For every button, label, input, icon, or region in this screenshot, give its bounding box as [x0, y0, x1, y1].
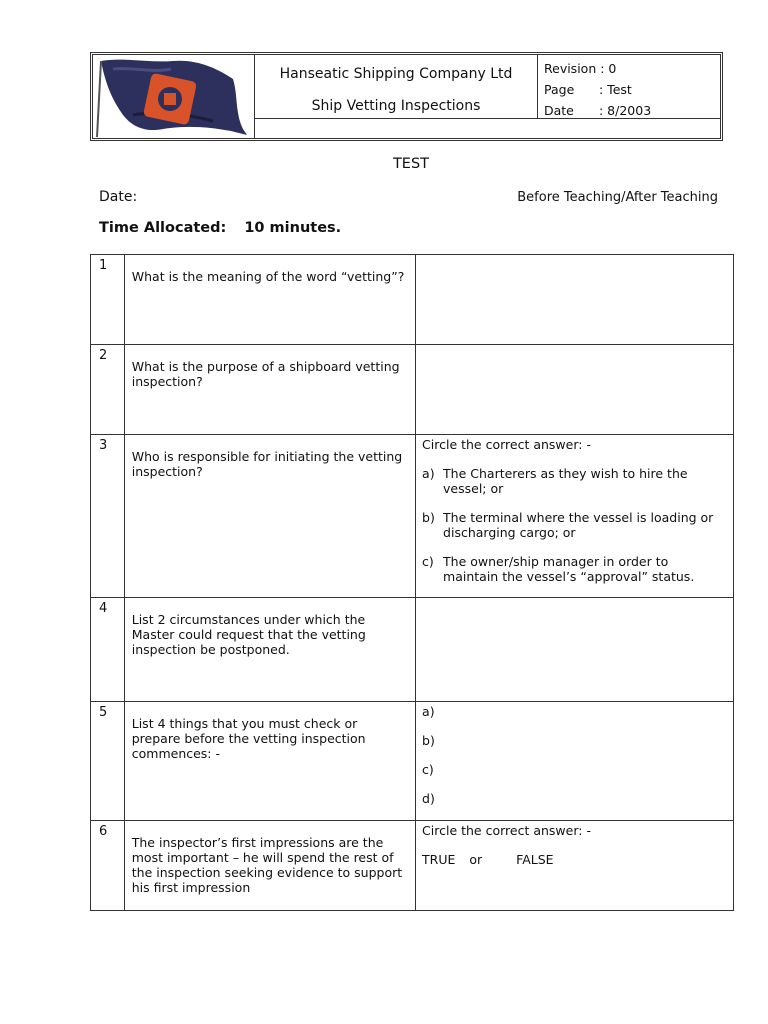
page-row: [544, 82, 632, 97]
date-field-label: Date:: [99, 189, 138, 205]
true-false-choice: [422, 852, 727, 867]
question-text-cell: [124, 345, 415, 435]
company-flag-logo: [93, 55, 255, 138]
date-value: : 8/2003: [599, 103, 652, 118]
time-allocated: [99, 220, 341, 236]
time-label: Time Allocated:: [99, 220, 227, 236]
question-number: 6: [91, 821, 125, 911]
answer-instruction: Circle the correct answer: -: [422, 437, 591, 452]
page-title: TEST: [392, 156, 430, 172]
date-row: [544, 103, 651, 118]
answer-cell[interactable]: [416, 821, 734, 911]
revision-value: 0: [608, 61, 617, 76]
flag-icon: [93, 55, 254, 138]
question-row: [91, 255, 734, 345]
answer-option[interactable]: [422, 466, 727, 496]
option-letter: a): [422, 466, 435, 481]
answer-blank[interactable]: a): [422, 704, 435, 719]
before-after-teaching: Before Teaching/After Teaching: [517, 190, 718, 205]
option-text: The owner/ship manager in order to maintain the vessel’s “approval” status.: [443, 554, 695, 584]
question-text: The inspector’s first impressions are the most important – he will spend the rest of the inspection seeking evidence to support his first impression: [131, 835, 403, 895]
revision-label: Revision :: [544, 61, 605, 76]
question-row: [91, 345, 734, 435]
date-label: Date: [544, 103, 574, 118]
question-row: [91, 598, 734, 702]
question-text: Who is responsible for initiating the vetting inspection?: [131, 449, 403, 479]
answer-cell[interactable]: [416, 702, 734, 821]
company-name: Hanseatic Shipping Company Ltd: [279, 66, 513, 82]
question-text-cell: [124, 702, 415, 821]
revision-row: [544, 61, 616, 76]
company-title-cell: [255, 55, 538, 119]
question-text-cell: [124, 598, 415, 702]
question-text: What is the meaning of the word “vetting”?: [131, 269, 405, 284]
question-number: 3: [91, 435, 125, 598]
question-text-cell: [124, 255, 415, 345]
question-text: List 4 things that you must check or prepare before the vetting inspection commences: -: [131, 716, 366, 761]
question-text-cell: [124, 435, 415, 598]
answer-instruction: Circle the correct answer: -: [422, 823, 591, 838]
question-number: 4: [91, 598, 125, 702]
document-header: [90, 52, 723, 141]
time-value: 10 minutes.: [244, 220, 342, 236]
answer-cell[interactable]: [416, 598, 734, 702]
answer-option[interactable]: [422, 510, 727, 540]
question-text-cell: [124, 821, 415, 911]
question-text: List 2 circumstances under which the Master could request that the vetting inspection be postponed.: [131, 612, 366, 657]
question-row: [91, 702, 734, 821]
option-letter: c): [422, 554, 434, 569]
question-number: 2: [91, 345, 125, 435]
question-row: [91, 821, 734, 911]
false-option[interactable]: FALSE: [516, 852, 554, 867]
answer-cell[interactable]: [416, 435, 734, 598]
or-label: or: [469, 852, 483, 867]
answer-cell[interactable]: [416, 345, 734, 435]
questions-table: [90, 254, 734, 911]
revision-info: [538, 55, 720, 119]
page-label: Page: [544, 82, 575, 97]
answer-blank[interactable]: d): [422, 791, 435, 806]
answer-blank[interactable]: c): [422, 762, 434, 777]
header-blank-cell: [255, 119, 720, 138]
true-option[interactable]: TRUE: [422, 852, 456, 867]
option-text: The Charterers as they wish to hire the vessel; or: [443, 466, 688, 496]
option-letter: b): [422, 510, 435, 525]
answer-blank[interactable]: b): [422, 733, 435, 748]
option-text: The terminal where the vessel is loading or discharging cargo; or: [443, 510, 714, 540]
document-subject: Ship Vetting Inspections: [311, 98, 481, 114]
question-text: What is the purpose of a shipboard vetting inspection?: [131, 359, 400, 389]
answer-cell[interactable]: [416, 255, 734, 345]
answer-option[interactable]: [422, 554, 727, 584]
question-row: [91, 435, 734, 598]
question-number: 5: [91, 702, 125, 821]
page-value: : Test: [599, 82, 632, 97]
question-number: 1: [91, 255, 125, 345]
